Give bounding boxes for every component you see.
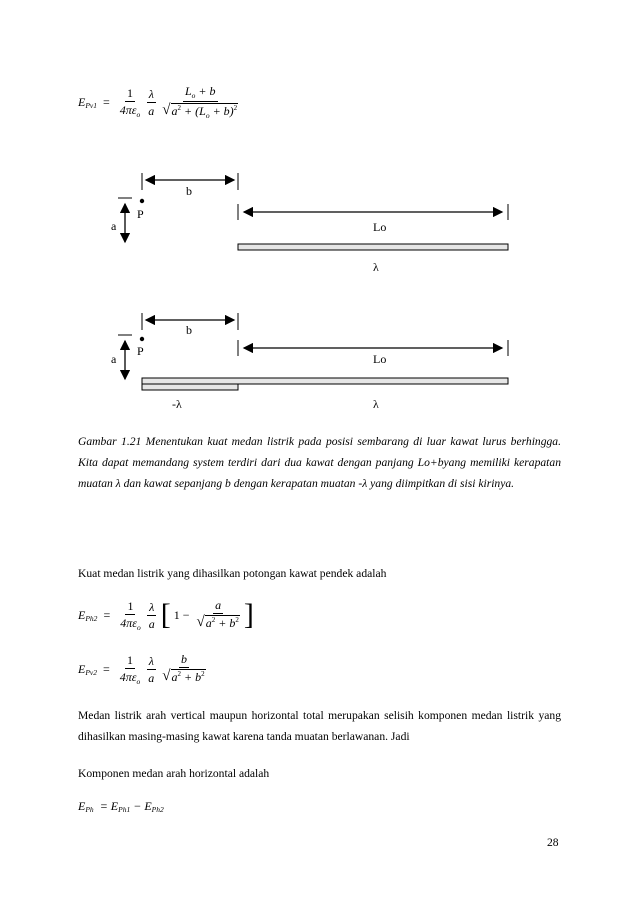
b-label: b: [186, 184, 192, 198]
p-label: P: [137, 207, 144, 221]
wire-negative: [142, 384, 238, 390]
a-label: a: [111, 352, 117, 366]
diagram-two-wires: [0, 300, 638, 415]
page-number: 28: [547, 836, 559, 849]
equation-epv1: E Pv1 = $\frac{1}{4\pi\varepsilon_o}$ $\frac{\lambda}{a}$ $L_o + b$ √ $a^2 + (L_o + b)^2$: [78, 84, 238, 120]
equation-eph: E Ph = E Ph1 − E Ph2: [78, 799, 164, 814]
paragraph-short-wire: Kuat medan listrik yang dihasilkan potongan kawat pendek adalah: [78, 567, 387, 580]
a-label: a: [111, 219, 117, 233]
paragraph-horizontal: Komponen medan arah horizontal adalah: [78, 767, 270, 780]
neg-lambda-label: -λ: [172, 397, 182, 411]
lo-label: Lo: [373, 220, 387, 234]
lambda-label: λ: [373, 397, 379, 411]
b-label: b: [186, 323, 192, 337]
point-p: [140, 337, 144, 341]
wire: [238, 244, 508, 250]
equation-eph2: E Ph2 = $\frac{1}{4\pi\varepsilon_o}$ $\frac{\lambda}{a}$ [ 1 − a √ $a^2 + b^2$ ]: [78, 598, 254, 632]
figure-caption: Gambar 1.21 Menentukan kuat medan listrik pada posisi sembarang di luar kawat lurus berhingga. Kita dapat memandang system terdiri dari dua kawat dengan panjang Lo+byang memiliki kerapatan muatan λ dan kawat sepanjang b dengan kerapatan muatan -λ yang diimpitkan di sisi kirinya.: [78, 435, 561, 490]
wire-positive: [142, 378, 508, 384]
lambda-label: λ: [373, 260, 379, 274]
paragraph-total-field: Medan listrik arah vertical maupun horizontal total merupakan selisih komponen medan listrik yang dihasilkan masing-masing kawat karena tanda muatan berlawanan. Jadi: [78, 709, 561, 743]
diagram-finite-wire: [0, 160, 638, 290]
equation-epv2: E Pv2 = $\frac{1}{4\pi\varepsilon_o}$ $\frac{\lambda}{a}$ b √ $a^2 + b^2$: [78, 652, 205, 686]
point-p: [140, 199, 144, 203]
lo-label: Lo: [373, 352, 387, 366]
p-label: P: [137, 344, 144, 358]
